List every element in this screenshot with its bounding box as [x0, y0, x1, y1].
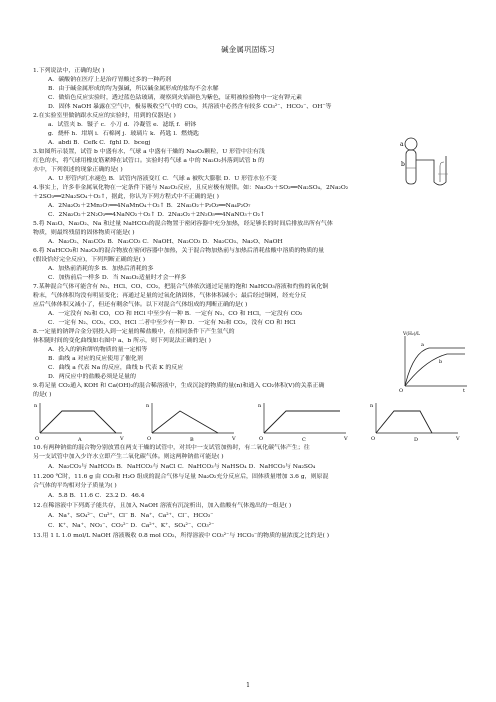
u-tube — [416, 156, 446, 185]
options-4ab: A．2Na₂O₂＋2Mn₂O₇══4NaMnO₄＋O₂↑ B．2Na₂O₂＋P₂O₃══Na₄P₂O₇ — [48, 202, 251, 209]
apparatus-list-1: a．试管夹 b．镊子 c．小刀 d．冷凝管 e．滤纸 f．研钵 — [48, 121, 197, 128]
graph-b-v: V — [232, 436, 236, 442]
graph-b-label: B — [190, 437, 194, 443]
graph-a-o: O — [35, 436, 40, 442]
option-1a: A．碳酸钠在医疗上是治疗胃酸过多的一种药剂 — [48, 76, 172, 83]
question-8: 8.一定量的钠钾合金分别投入到一定量的稀盐酸中，在相同条件下产生氢气的 — [33, 328, 235, 335]
balloon-a — [405, 138, 417, 150]
curve-a-label: a — [421, 342, 424, 348]
option-1b: B．由于碱金属形成的均为强碱，所以碱金属形成的盐均不会水解 — [48, 85, 219, 92]
options-5: A．Na₂O₂、Na₂CO₃ B．Na₂CO₃ C．NaOH、Na₂CO₃ D．Na₂CO₃、Na₂O、NaOH — [48, 238, 283, 245]
question-11-cont: 合气体的平均相对分子质量为( ) — [33, 482, 117, 489]
options-6cd: C．加热前后一样多 D．当 Na₂O₂适量时才会一样多 — [48, 274, 187, 281]
option-8a: A．投入的钠和钾的物质的量一定相等 — [48, 346, 148, 353]
options-7ab: A．一定没有 N₂和 CO，CO 和 HCl 中至少有一种 B．一定有 N₂、CO 和 HCl，一定没有 CO₂ — [48, 310, 303, 317]
question-5-cont: 物质，则最终残留的固体物质可能是( ) — [33, 229, 135, 236]
curve-b-label: b — [439, 359, 443, 365]
question-7-cont2: 应后气体体积又减小了，但还有剩余气体。以下对混合气体组成的判断正确的是( ) — [33, 301, 248, 308]
graph-a — [34, 403, 124, 443]
curve-b — [405, 354, 465, 386]
question-3-cont: 红色的水，将气球用橡皮筋紧缚在试管口。实验时将气球 a 中的 Na₂O₂抖落到试管 b 的 — [33, 157, 265, 164]
page-number: 1 — [246, 682, 250, 689]
origin-label: O — [399, 388, 404, 392]
test-tube-b — [406, 150, 416, 184]
graph-b-n: n — [146, 403, 150, 409]
option-1c: C．做焰色反应实验时，透过蓝色钴玻璃，观察到火焰颜色为紫色，证明被检验物中一定有钾元素 — [48, 94, 302, 101]
options-graphs-q9 — [34, 399, 474, 443]
graph-c-o: O — [259, 436, 264, 442]
options-11: A．5.8 B．11.6 C．23.2 D．46.4 — [48, 492, 145, 499]
question-9: 9.将足量 CO₂通入 KOH 和 Ca(OH)₂的混合稀溶液中，生成沉淀的物质的量(n)和通入 CO₂体积(V)的关系正确 — [33, 382, 325, 389]
page-title: 碱金属巩固练习 — [221, 45, 275, 54]
options-12cd: C．K⁺、Na⁺、NO₃⁻、CO₃²⁻ D．Ca²⁺、K⁺、SO₄²⁻、CO₃²⁻ — [48, 522, 215, 529]
option-8d: D．两反应中的盐酸必须是足量的 — [48, 373, 136, 380]
question-6-cont: (假设恰好完全反应)，下列判断正确的是( ) — [33, 256, 146, 263]
axis-label-v: V(H₂)/L — [403, 332, 420, 337]
label-b: b — [401, 161, 405, 168]
question-1: 1.下列说法中，正确的是( ) — [33, 67, 105, 74]
graph-a-n: n — [34, 403, 38, 409]
question-4: 4.事实上，许多非金属氧化物在一定条件下能与 Na₂O₂反应，且反应极有规律。如：Na₂O₂＋SO₂══Na₂SO₄，2Na₂O₂ — [33, 184, 349, 191]
graph-c-label: C — [302, 437, 306, 443]
graph-d-label: D — [414, 437, 419, 443]
apparatus-figure — [400, 136, 475, 194]
graph-b-o: O — [147, 436, 152, 442]
graph-c — [258, 403, 348, 443]
option-8b: B．曲线 a 对应的反应使用了催化剂 — [48, 355, 143, 362]
options-7cd: C．一定有 N₂、CO₂、CO、HCl 二者中至少有一种 D．一定有 N₂和 CO₂，没有 CO 和 HCl — [48, 319, 296, 326]
question-6: 6.将 NaHCO₃和 Na₂O₂的混合物放在密闭容器中加热，关于混合物加热前与加热后消耗盐酸中溶质的物质的量 — [33, 247, 325, 254]
question-12: 12.在稀溶液中下列离子能共存，且加入 NaOH 溶液有沉淀析出，加入盐酸有气体逸出的一组是( ) — [33, 502, 292, 509]
option-8c: C．曲线 a 代表 Na 的反应，曲线 b 代表 K 的反应 — [48, 364, 184, 371]
options-10: A．Na₂CO₃与 NaHCO₃ B．NaHCO₃与 NaCl C．NaHCO₃与 NaHSO₄ D．NaHCO₃与 Na₂SO₄ — [48, 463, 316, 470]
question-8-cont: 体积随时间的变化曲线如右图中 a、b 所示，则下列说法正确的是( ) — [33, 337, 211, 344]
question-10: 10.有两种钠盐的混合物分别放置在两支干燥的试管中，对其中一支试管加热时，有二氧化碳气体产生；往 — [33, 444, 310, 451]
question-11: 11.200 ℃时，11.6 g 由 CO₂和 H₂O 组成的混合气体与足量 Na₂O₂充分反应后，固体质量增加 3.6 g，则原混 — [33, 473, 329, 480]
graph-b — [146, 403, 236, 443]
graph-d-v: V — [456, 436, 460, 442]
hydrogen-volume-chart — [395, 330, 470, 392]
options-6ab: A．加热前消耗的多 B．加热后消耗的多 — [48, 265, 154, 272]
question-10-cont: 另一支试管中加入少许水立即产生二氧化碳气体。则这两种钠盐可能是( ) — [33, 453, 224, 460]
apparatus-list-2: g．烧杯 h．坩埚 i．石棉网 j．玻璃片 k．药匙 l．燃烧匙 — [48, 130, 199, 137]
options-3: A．U 形管内红水褪色 B．试管内溶液变红 C．气球 a 被吹大膨胀 D．U 形管水位不变 — [48, 175, 277, 182]
question-7: 7.某种混合气体可能含有 N₂、HCl、CO、CO₂，把混合气体依次通过足量的饱和 NaHCO₃溶液和灼热的氧化铜 — [33, 283, 329, 290]
option-1d: D．固体 NaOH 暴露在空气中，极易吸收空气中的 CO₂，其溶液中必然含有较多 CO₃²⁻、HCO₃⁻、OH⁻等 — [48, 103, 332, 110]
options-12ab: A．Na⁺、SO₄²⁻、Cu²⁺、Cl⁻ B．Na⁺、Ca²⁺、Cl⁻、HCO₃⁻ — [48, 512, 214, 519]
question-5: 5.将 Na₂O、Na₂O₂、Na 和过量 NaHCO₃的混合物置于密闭容器中充分加热，经足够长的时间后排放出所有气体 — [33, 220, 333, 227]
question-13: 13.用 1 L 1.0 mol/L NaOH 溶液吸收 0.8 mol CO₂，所得溶液中 CO₃²⁻与 HCO₃⁻的物质的量浓度之比约是( ) — [33, 532, 330, 539]
graph-d-n: n — [370, 403, 374, 409]
graph-a-v: V — [120, 436, 124, 442]
question-3: 3.如图所示装置，试管 b 中盛有水，气球 a 中盛有干燥的 Na₂O₂颗粒，U 形管中注有浅 — [33, 148, 265, 155]
question-3-cont2: 水中，下列叙述的现象正确的是( ) — [33, 166, 123, 173]
label-a: a — [400, 141, 404, 148]
question-7-cont: 粉末，气体体积均没有明显变化；再通过足量的过氧化钠固体，气体体积减小；最后经过铜网，经充分反 — [33, 292, 307, 299]
graph-d — [370, 403, 460, 443]
options-2: A．abdi B．Cefk C．fghl D．bcegj — [48, 139, 151, 146]
options-4cd: C．2Na₂O₂＋2N₂O₃══4NaNO₂＋O₂↑ D．2Na₂O₂＋2N₂O₅══4NaNO₃＋O₂↑ — [48, 211, 265, 218]
graph-c-n: n — [258, 403, 262, 409]
question-9-cont: 的是( ) — [33, 391, 52, 398]
graph-c-v: V — [344, 436, 348, 442]
graph-d-o: O — [371, 436, 376, 442]
axis-label-t: t — [463, 388, 466, 392]
question-2: 2.在实验室里做钠跟水反应的实验时，用到的仪器是( ) — [33, 112, 176, 119]
question-4-cont: ＋2SO₃══2Na₂SO₄＋O₂↑，据此，你认为下列方程式中不正确的是( ) — [33, 193, 219, 200]
graph-a-label: A — [78, 437, 82, 443]
